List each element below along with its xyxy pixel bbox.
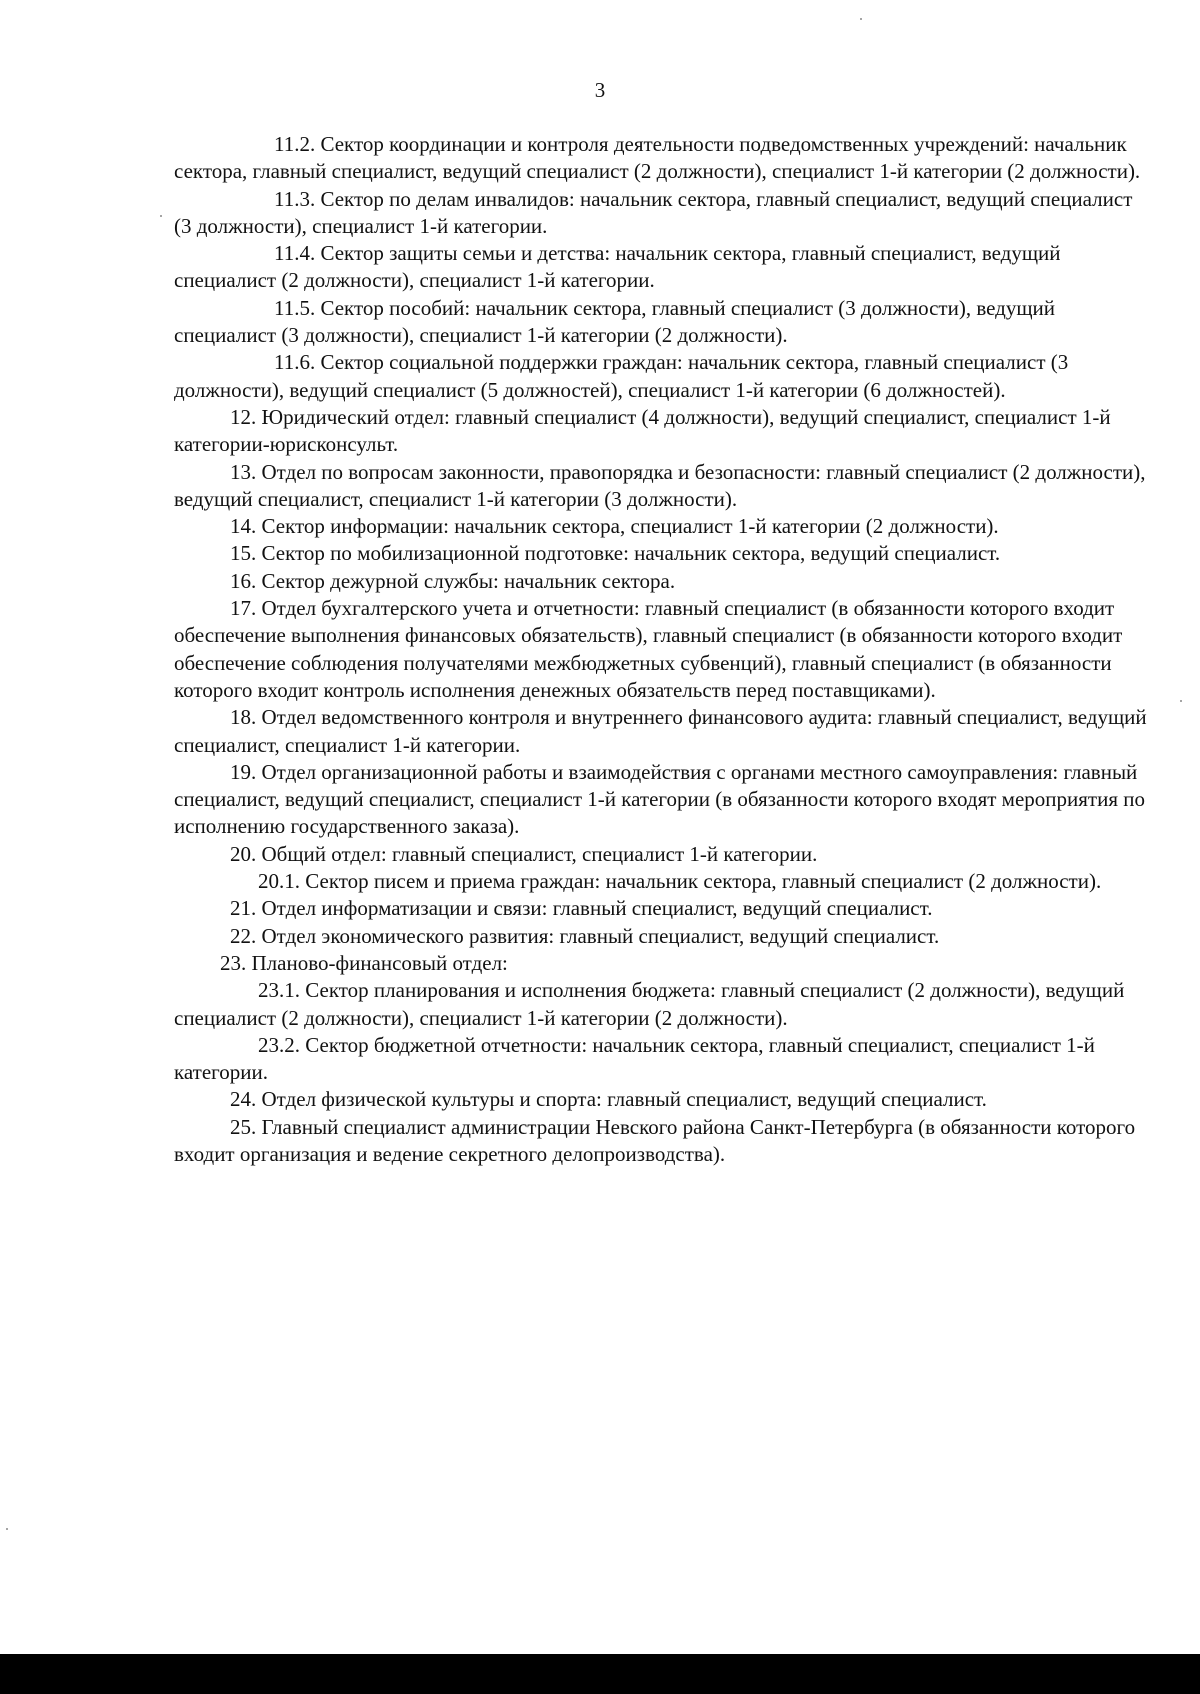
paragraph-11-3: 11.3. Сектор по делам инвалидов: начальник сектора, главный специалист, ведущий специалист (3 должности), специалист 1-й категории. bbox=[174, 186, 1133, 238]
paragraph-11-4: 11.4. Сектор защиты семьи и детства: начальник сектора, главный специалист, ведущий специалист (2 должности), специалист 1-й категории. bbox=[174, 241, 1061, 293]
scan-speck bbox=[1180, 700, 1182, 702]
paragraph-25: 25. Главный специалист администрации Невского района Санкт-Петербурга (в обязанности которого входит организация и ведение секретного делопроизводства). bbox=[174, 1114, 1136, 1166]
paragraph-19: 19. Отдел организационной работы и взаимодействия с органами местного самоуправления: главный специалист, ведущий специалист, специалист 1-й категории (в обязанности которого входят мероприятия по исполнению государственного заказа). bbox=[174, 759, 1145, 839]
scan-bottom-border bbox=[0, 1654, 1200, 1694]
scan-speck bbox=[860, 18, 862, 20]
paragraph-24: 24. Отдел физической культуры и спорта: главный специалист, ведущий специалист. bbox=[230, 1087, 987, 1112]
paragraph-23-2: 23.2. Сектор бюджетной отчетности: начальник сектора, главный специалист, специалист 1-й категории. bbox=[174, 1032, 1095, 1085]
scan-speck bbox=[6, 1528, 8, 1530]
paragraph-21: 21. Отдел информатизации и связи: главный специалист, ведущий специалист. bbox=[230, 896, 933, 921]
paragraph-11-2: 11.2. Сектор координации и контроля деятельности подведомственных учреждений: начальник сектора, главный специалист, ведущий специалист (2 должности), специалист 1-й категории (2 должности). bbox=[174, 132, 1141, 184]
paragraph-13: 13. Отдел по вопросам законности, правопорядка и безопасности: главный специалист (2 должности), ведущий специалист, специалист 1-й категории (3 должности). bbox=[174, 459, 1146, 511]
paragraph-20-1: 20.1. Сектор писем и приема граждан: начальник сектора, главный специалист (2 должности). bbox=[258, 869, 1102, 894]
paragraph-11-5: 11.5. Сектор пособий: начальник сектора, главный специалист (3 должности), ведущий специалист (3 должности), специалист 1-й категории (2 должности). bbox=[174, 295, 1055, 348]
paragraph-23: 23. Планово-финансовый отдел: bbox=[220, 950, 508, 975]
paragraph-14: 14. Сектор информации: начальник сектора, специалист 1-й категории (2 должности). bbox=[230, 514, 999, 539]
paragraph-17: 17. Отдел бухгалтерского учета и отчетности: главный специалист (в обязанности которого входит обеспечение выполнения финансовых обязательств), главный специалист (в обязанности которого входит обеспечение соблюдения получателями межбюджетных субвенций), главный специалист (в обязанности которого входит контроль исполнения денежных обязательств перед поставщиками). bbox=[174, 596, 1123, 702]
paragraph-16: 16. Сектор дежурной службы: начальник сектора. bbox=[230, 568, 676, 593]
scan-speck bbox=[160, 215, 162, 217]
paragraph-20: 20. Общий отдел: главный специалист, специалист 1-й категории. bbox=[230, 841, 818, 866]
document-body bbox=[174, 131, 1149, 1168]
paragraph-18: 18. Отдел ведомственного контроля и внутреннего финансового аудита: главный специалист, ведущий специалист, специалист 1-й категории. bbox=[174, 705, 1147, 757]
paragraph-11-6: 11.6. Сектор социальной поддержки граждан: начальник сектора, главный специалист (3 должности), ведущий специалист (5 должностей), специалист 1-й категории (6 должностей). bbox=[174, 350, 1069, 402]
paragraph-23-1: 23.1. Сектор планирования и исполнения бюджета: главный специалист (2 должности), ведущий специалист (2 должности), специалист 1-й категории (2 должности). bbox=[174, 978, 1125, 1030]
paragraph-15: 15. Сектор по мобилизационной подготовке: начальник сектора, ведущий специалист. bbox=[230, 541, 1001, 566]
paragraph-22: 22. Отдел экономического развития: главный специалист, ведущий специалист. bbox=[230, 923, 940, 948]
page-number: 3 bbox=[594, 78, 606, 102]
paragraph-12: 12. Юридический отдел: главный специалист (4 должности), ведущий специалист, специалист 1-й категории-юрисконсульт. bbox=[174, 404, 1111, 457]
